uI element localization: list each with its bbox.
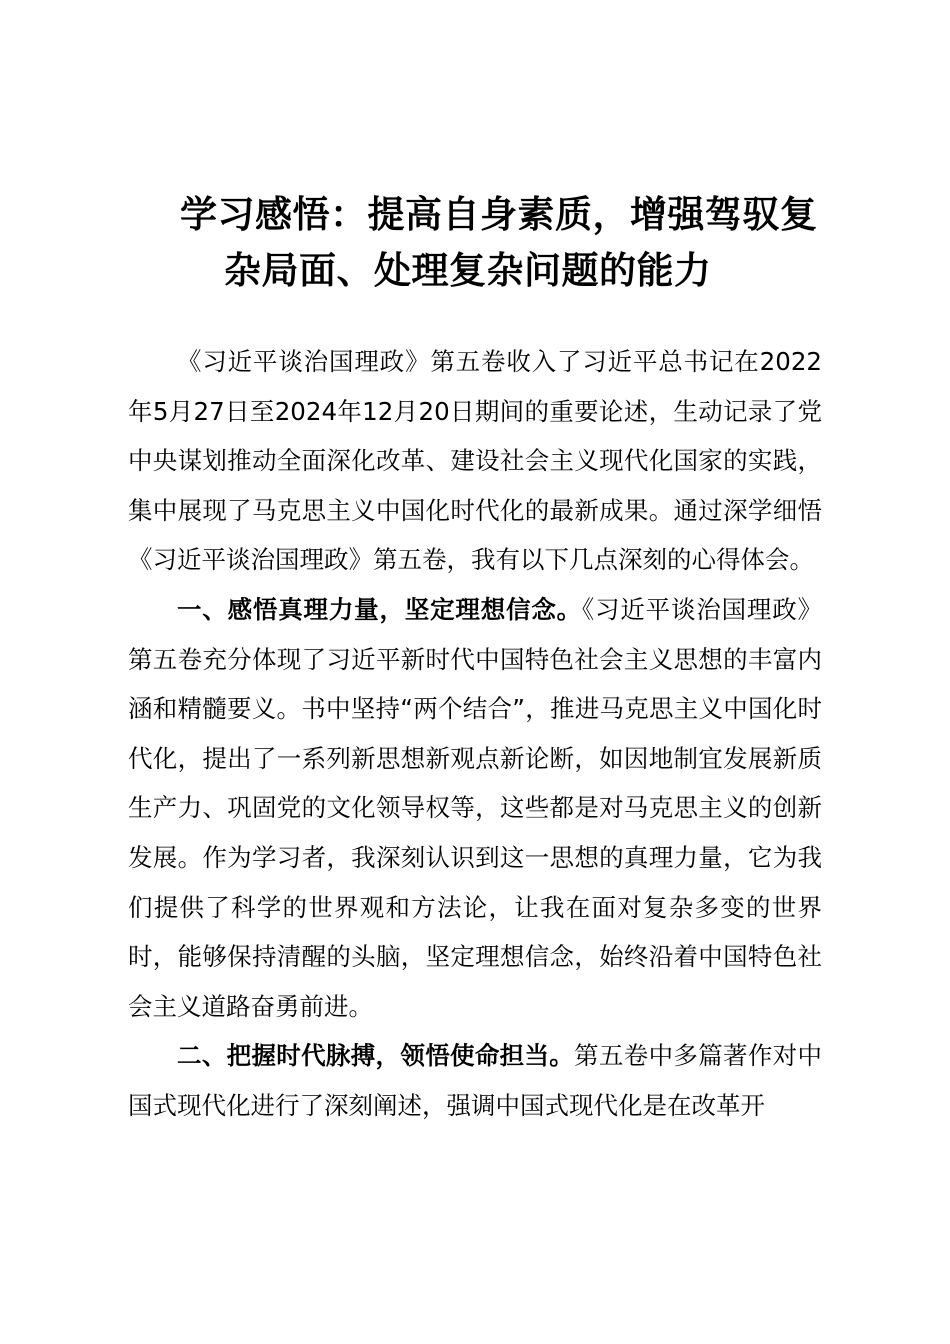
document-body <box>128 337 822 1131</box>
title-line-1: 学习感悟：提高自身素质，增强驾驭复 <box>180 192 818 236</box>
title-line-2: 杂局面、处理复杂问题的能力 <box>224 248 712 292</box>
paragraph-section-1 <box>128 585 822 1031</box>
paragraph-section-2 <box>128 1031 822 1130</box>
paragraph-text: 《习近平谈治国理政》第五卷收入了习近平总书记在2022年5月27日至2024年12月20日期间的重要论述，生动记录了党中央谋划推动全面深化改革、建设社会主义现代化国家的实践，集中展现了马克思主义中国化时代化的最新成果。通过深学细悟《习近平谈治国理政》第五卷，我有以下几点深刻的心得体会。 <box>128 347 822 575</box>
paragraph-text: 第五卷中多篇著作对中国式现代化进行了深刻阐述，强调中国式现代化是在改革开 <box>128 1041 823 1120</box>
section-heading: 一、感悟真理力量，坚定理想信念。 <box>177 594 582 624</box>
paragraph-intro <box>128 337 822 585</box>
section-heading: 二、把握时代脉搏，领悟使命担当。 <box>177 1041 575 1071</box>
document-title <box>128 186 824 298</box>
paragraph-text: 《习近平谈治国理政》第五卷充分体现了习近平新时代中国特色社会主义思想的丰富内涵和精髓要义。书中坚持“两个结合”，推进马克思主义中国化时代化，提出了一系列新思想新观点新论断，如因地制宜发展新质生产力、巩固党的文化领导权等，这些都是对马克思主义的创新发展。作为学习者，我深刻认识到这一思想的真理力量，它为我们提供了科学的世界观和方法论，让我在面对复杂多变的世界时，能够保持清醒的头脑，坚定理想信念，始终沿着中国特色社会主义道路奋勇前进。 <box>128 594 823 1021</box>
